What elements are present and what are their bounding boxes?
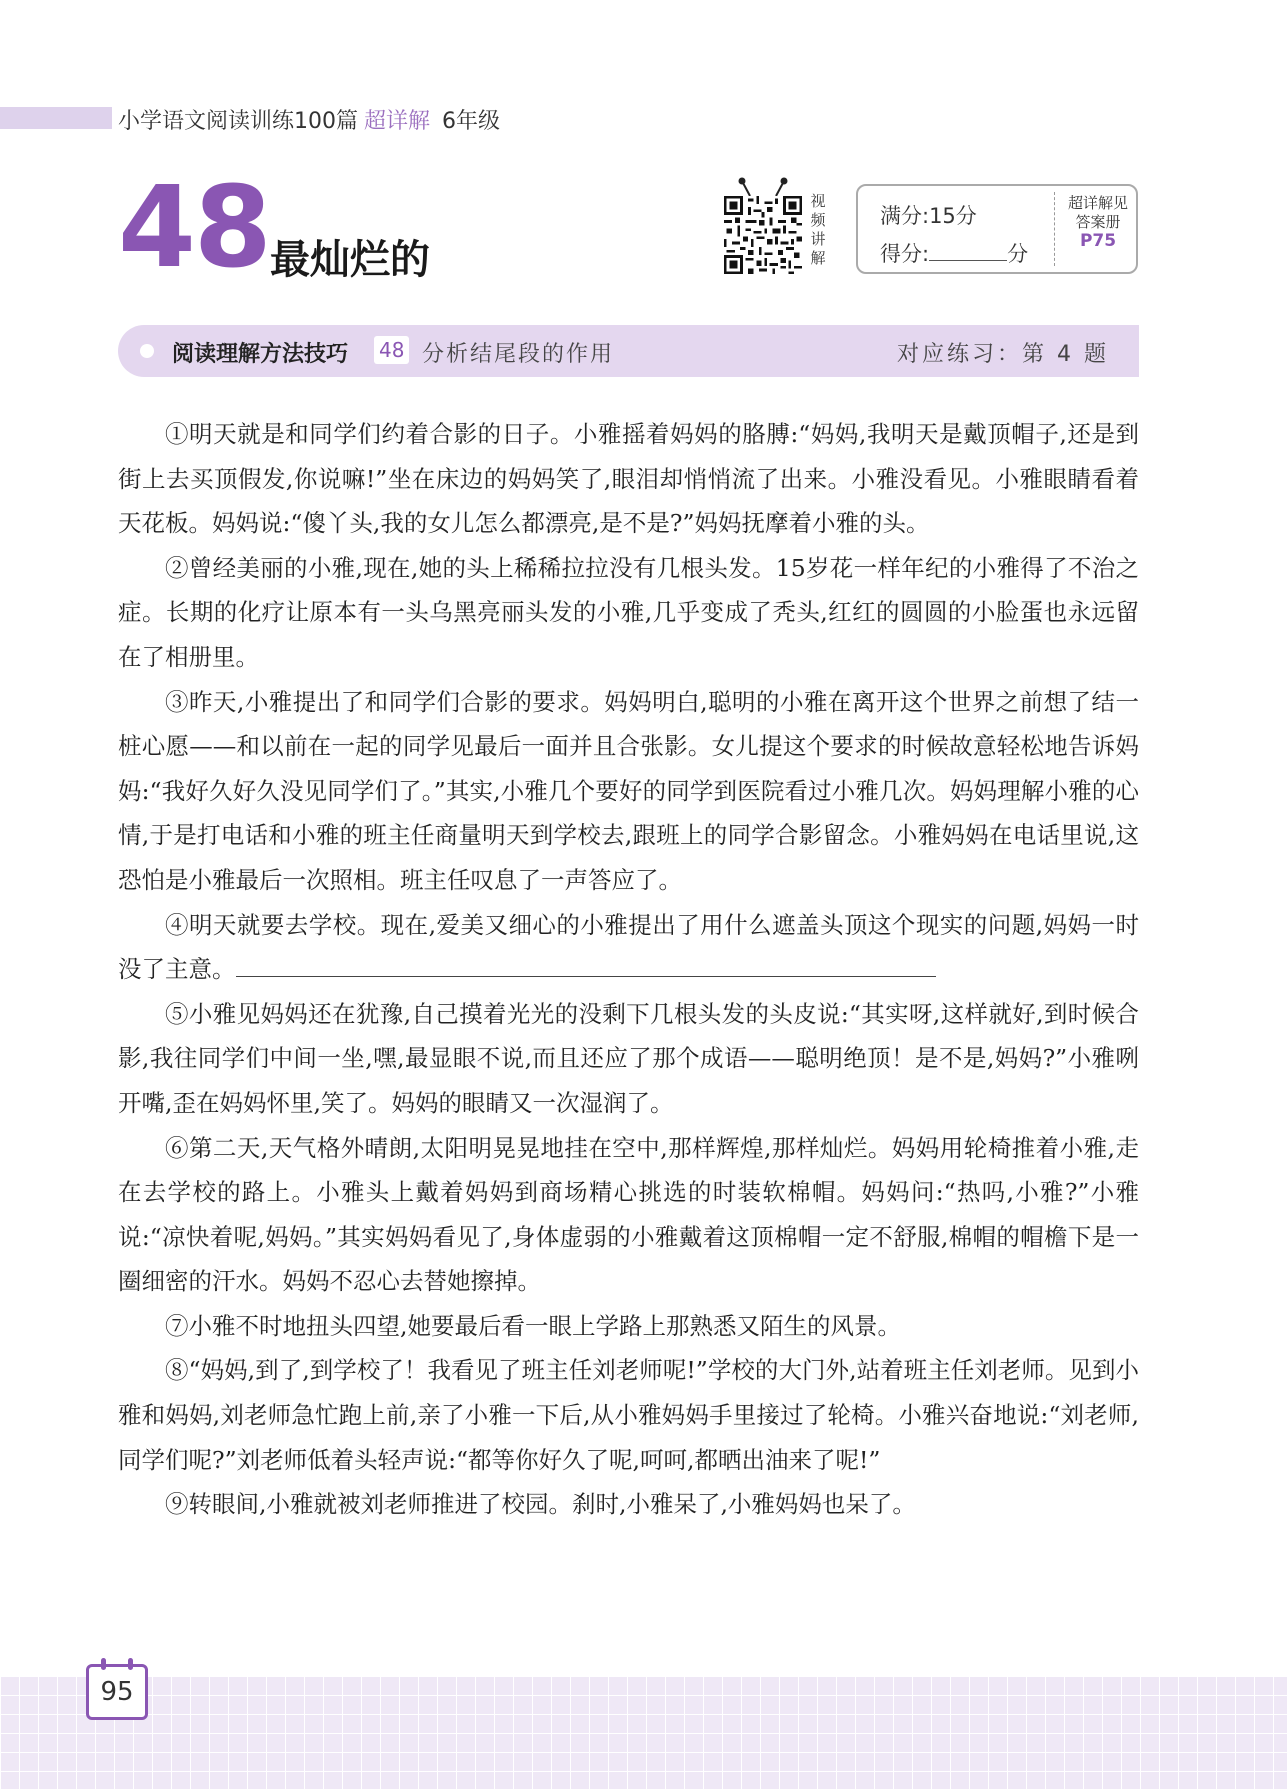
- score-blank[interactable]: [929, 242, 1007, 261]
- answer-ref-line2: 答案册: [1075, 213, 1121, 231]
- paragraph: ⑥第二天,天气格外晴朗,太阳明晃晃地挂在空中,那样辉煌,那样灿烂。妈妈用轮椅推着小雅,走在去学校的路上。小雅头上戴着妈妈到商场精心挑选的时装软棉帽。妈妈问:“热吗,小雅?”小雅说:“凉快着呢,妈妈。”其实妈妈看见了,身体虚弱的小雅戴着这顶棉帽一定不舒服,棉帽的帽檐下是一圈细密的汗水。妈妈不忍心去替她擦掉。: [118, 1133, 1139, 1296]
- calendar-ring-icon: [101, 1658, 106, 1670]
- qr-label-char: 解: [810, 249, 826, 267]
- paragraph: ⑧“妈妈,到了,到学校了！我看见了班主任刘老师呢!”学校的大门外,站着班主任刘老师。见到小雅和妈妈,刘老师急忙跑上前,亲了小雅一下后,从小雅妈妈手里接过了轮椅。小雅兴奋地说:“刘老师,同学们呢?”刘老师低着头轻声说:“都等你好久了呢,呵呵,都晒出油来了呢!”: [118, 1356, 1139, 1474]
- score-got-label: 得分:: [880, 242, 930, 266]
- score-full: 满分:15分: [880, 204, 977, 228]
- paragraph: ②曾经美丽的小雅,现在,她的头上稀稀拉拉没有几根头发。15岁花一样年纪的小雅得了不治之症。长期的化疗让原本有一头乌黑亮丽头发的小雅,几乎变成了秃头,红红的圆圆的小脸蛋也永远留在了相册里。: [118, 553, 1139, 671]
- lesson-title: 最灿烂的: [270, 237, 430, 283]
- score-got-unit: 分: [1007, 242, 1029, 266]
- paragraph: ①明天就是和同学们约着合影的日子。小雅摇着妈妈的胳膊:“妈妈,我明天是戴顶帽子,还是到街上去买顶假发,你说嘛!”坐在床边的妈妈笑了,眼泪却悄悄流了出来。小雅没看见。小雅眼睛看着天花板。妈妈说:“傻丫头,我的女儿怎么都漂亮,是不是?”妈妈抚摩着小雅的头。: [118, 420, 1139, 538]
- qr-antenna-icon: [738, 176, 788, 198]
- page-number: 95: [100, 1677, 134, 1707]
- method-subtitle: 分析结尾段的作用: [422, 342, 615, 367]
- qr-label: [808, 192, 828, 268]
- method-practice: 对应练习：第 4 题: [897, 342, 1109, 367]
- score-got: [880, 238, 1028, 268]
- lesson-number: 48: [118, 163, 270, 293]
- score-box: [856, 184, 1138, 274]
- paragraph-text: ④明天就要去学校。现在,爱美又细心的小雅提出了用什么遮盖头顶这个现实的问题,妈妈一时没了主意。: [118, 910, 1139, 984]
- calendar-ring-icon: [128, 1658, 133, 1670]
- qr-label-char: 视: [810, 192, 826, 210]
- qr-code-icon[interactable]: [724, 196, 802, 274]
- qr-label-char: 讲: [810, 230, 826, 248]
- paragraph: ⑤小雅见妈妈还在犹豫,自己摸着光光的没剩下几根头发的头皮说:“其实呀,这样就好,到时候合影,我往同学们中间一坐,嘿,最显眼不说,而且还应了那个成语——聪明绝顶！是不是,妈妈?”小雅咧开嘴,歪在妈妈怀里,笑了。妈妈的眼睛又一次湿润了。: [118, 999, 1139, 1117]
- book-title: 小学语文阅读训练100篇: [118, 109, 358, 134]
- qr-label-char: 频: [810, 211, 826, 229]
- bullet-dot-icon: [140, 344, 154, 358]
- page-number-badge: [86, 1664, 148, 1720]
- paragraph: ③昨天,小雅提出了和同学们合影的要求。妈妈明白,聪明的小雅在离开这个世界之前想了结一桩心愿——和以前在一起的同学见最后一面并且合张影。女儿提这个要求的时候故意轻松地告诉妈妈:“我好久好久没见同学们了。”其实,小雅几个要好的同学到医院看过小雅几次。妈妈理解小雅的心情,于是打电话和小雅的班主任商量明天到学校去,跟班上的同学合影留念。小雅妈妈在电话里说,这恐怕是小雅最后一次照相。班主任叹息了一声答应了。: [118, 687, 1139, 894]
- paragraph-with-blank: [118, 903, 1139, 992]
- answer-ref-line1: 超详解见: [1067, 194, 1128, 212]
- paragraph: ⑦小雅不时地扭头四望,她要最后看一眼上学路上那熟悉又陌生的风景。: [165, 1311, 901, 1340]
- method-number: 48: [374, 336, 409, 364]
- header-accent: 超详解: [364, 109, 431, 134]
- paragraph: ⑨转眼间,小雅就被刘老师推进了校园。刹时,小雅呆了,小雅妈妈也呆了。: [165, 1490, 916, 1519]
- answer-reference: [1060, 194, 1136, 251]
- method-title: 阅读理解方法技巧: [172, 342, 349, 367]
- article: [118, 412, 1139, 1527]
- header-band: [0, 107, 112, 129]
- method-bar: [118, 325, 1139, 377]
- running-header: [118, 104, 500, 135]
- answer-blank-line[interactable]: [236, 948, 936, 977]
- footer-grid: [0, 1676, 1287, 1789]
- score-divider: [1054, 192, 1055, 266]
- header-grade: 6年级: [442, 109, 501, 134]
- answer-page: P75: [1079, 231, 1117, 251]
